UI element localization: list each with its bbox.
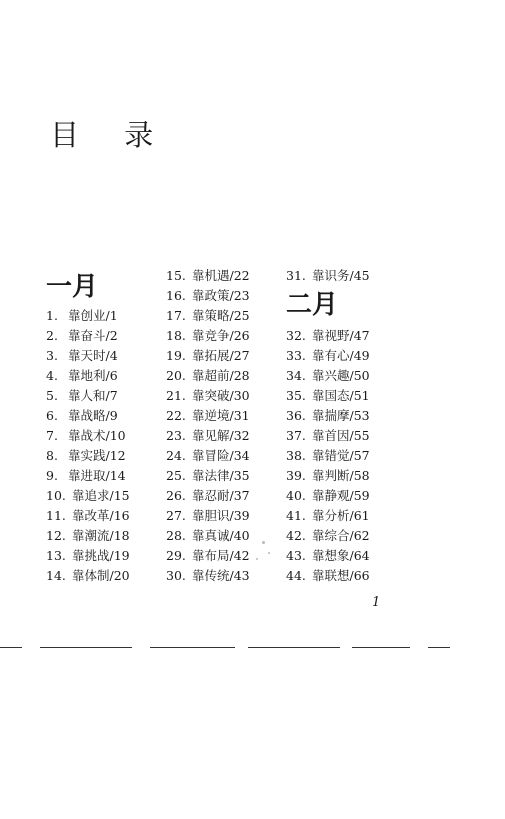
- entry-number: 20.: [166, 368, 186, 383]
- entry-title: 靠战略/9: [68, 408, 118, 423]
- toc-entry: [46, 546, 130, 566]
- entry-number: 43.: [286, 548, 306, 563]
- toc-entry: [166, 446, 250, 466]
- entry-number: 26.: [166, 488, 186, 503]
- entry-title: 靠首因/55: [312, 428, 370, 443]
- entry-title: 靠揣摩/53: [312, 408, 370, 423]
- scan-rule-line: [352, 647, 410, 648]
- toc-entry: [166, 406, 250, 426]
- toc-entry: [286, 366, 370, 386]
- entry-title: 靠突破/30: [192, 388, 250, 403]
- entry-title: 靠法律/35: [192, 468, 250, 483]
- month-heading-january: 一月: [46, 272, 99, 302]
- entry-title: 靠传统/43: [192, 568, 250, 583]
- toc-entry: [46, 366, 118, 386]
- entry-number: 2.: [46, 328, 58, 343]
- entry-title: 靠真诚/40: [192, 528, 250, 543]
- entry-number: 16.: [166, 288, 186, 303]
- entry-number: 33.: [286, 348, 306, 363]
- toc-entry: [286, 506, 370, 526]
- toc-entry: [46, 386, 118, 406]
- entry-title: 靠改革/16: [72, 508, 130, 523]
- entry-number: 11.: [46, 508, 66, 523]
- toc-entry: [286, 386, 370, 406]
- entry-number: 18.: [166, 328, 186, 343]
- entry-title: 靠进取/14: [68, 468, 126, 483]
- toc-entry: [166, 466, 250, 486]
- toc-entry: [286, 546, 370, 566]
- entry-number: 28.: [166, 528, 186, 543]
- entry-title: 靠判断/58: [312, 468, 370, 483]
- toc-entry: [166, 346, 250, 366]
- toc-entry: [166, 366, 250, 386]
- entry-number: 4.: [46, 368, 58, 383]
- entry-title: 靠静观/59: [312, 488, 370, 503]
- entry-number: 36.: [286, 408, 306, 423]
- entry-title: 靠地利/6: [68, 368, 118, 383]
- entry-title: 靠联想/66: [312, 568, 370, 583]
- entry-number: 7.: [46, 428, 58, 443]
- entry-number: 32.: [286, 328, 306, 343]
- entry-title: 靠拓展/27: [192, 348, 250, 363]
- toc-entry: [46, 306, 118, 326]
- entry-number: 23.: [166, 428, 186, 443]
- entry-title: 靠潮流/18: [72, 528, 130, 543]
- entry-number: 27.: [166, 508, 186, 523]
- toc-entry: [46, 346, 118, 366]
- entry-title: 靠实践/12: [68, 448, 126, 463]
- toc-entry: [166, 426, 250, 446]
- scan-rule-line: [0, 647, 22, 648]
- entry-number: 22.: [166, 408, 186, 423]
- entry-number: 39.: [286, 468, 306, 483]
- toc-entry: [46, 326, 118, 346]
- entry-number: 3.: [46, 348, 58, 363]
- entry-title: 靠胆识/39: [192, 508, 250, 523]
- toc-entry: [46, 466, 126, 486]
- toc-entry: [46, 526, 130, 546]
- entry-number: 44.: [286, 568, 306, 583]
- entry-number: 21.: [166, 388, 186, 403]
- scan-speck: [268, 552, 270, 554]
- entry-number: 24.: [166, 448, 186, 463]
- toc-entry: [46, 426, 126, 446]
- toc-entry: [286, 466, 370, 486]
- entry-title: 靠追求/15: [72, 488, 130, 503]
- entry-title: 靠见解/32: [192, 428, 250, 443]
- toc-entry: [166, 526, 250, 546]
- scan-rule-line: [248, 647, 340, 648]
- toc-entry: [286, 326, 370, 346]
- toc-entry: [166, 286, 250, 306]
- toc-entry: [166, 306, 250, 326]
- entry-title: 靠逆境/31: [192, 408, 250, 423]
- toc-entry: [46, 406, 118, 426]
- toc-entry: [286, 526, 370, 546]
- toc-entry: [166, 546, 250, 566]
- entry-title: 靠综合/62: [312, 528, 370, 543]
- toc-entry: [46, 506, 130, 526]
- entry-number: 40.: [286, 488, 306, 503]
- entry-title: 靠竞争/26: [192, 328, 250, 343]
- entry-number: 30.: [166, 568, 186, 583]
- toc-entry: [286, 266, 370, 286]
- entry-number: 42.: [286, 528, 306, 543]
- scan-rule-line: [150, 647, 235, 648]
- entry-title: 靠天时/4: [68, 348, 118, 363]
- toc-entry: [166, 566, 250, 586]
- toc-entry: [286, 566, 370, 586]
- entry-title: 靠奋斗/2: [68, 328, 118, 343]
- toc-entry: [286, 446, 370, 466]
- entry-number: 10.: [46, 488, 66, 503]
- toc-entry: [46, 486, 130, 506]
- entry-title: 靠国态/51: [312, 388, 370, 403]
- entry-number: 8.: [46, 448, 58, 463]
- toc-title: 目 录: [50, 118, 172, 152]
- entry-title: 靠体制/20: [72, 568, 130, 583]
- scan-rule-line: [40, 647, 132, 648]
- entry-title: 靠兴趣/50: [312, 368, 370, 383]
- entry-number: 14.: [46, 568, 66, 583]
- entry-title: 靠超前/28: [192, 368, 250, 383]
- toc-entry: [286, 406, 370, 426]
- toc-entry: [286, 426, 370, 446]
- entry-title: 靠政策/23: [192, 288, 250, 303]
- entry-number: 13.: [46, 548, 66, 563]
- page-number: 1: [372, 595, 381, 610]
- entry-title: 靠策略/25: [192, 308, 250, 323]
- scan-speck: [256, 558, 258, 560]
- entry-title: 靠忍耐/37: [192, 488, 250, 503]
- toc-entry: [286, 346, 370, 366]
- entry-number: 41.: [286, 508, 306, 523]
- toc-entry: [286, 486, 370, 506]
- entry-number: 19.: [166, 348, 186, 363]
- entry-number: 6.: [46, 408, 58, 423]
- scan-speck: [262, 541, 265, 544]
- month-heading-february: 二月: [286, 290, 339, 320]
- entry-number: 1.: [46, 308, 58, 323]
- entry-number: 29.: [166, 548, 186, 563]
- entry-title: 靠有心/49: [312, 348, 370, 363]
- toc-entry: [166, 506, 250, 526]
- toc-entry: [166, 326, 250, 346]
- entry-title: 靠视野/47: [312, 328, 370, 343]
- scan-rule-line: [428, 647, 450, 648]
- entry-title: 靠想象/64: [312, 548, 370, 563]
- toc-entry: [166, 386, 250, 406]
- entry-number: 31.: [286, 268, 306, 283]
- entry-title: 靠冒险/34: [192, 448, 250, 463]
- entry-number: 5.: [46, 388, 58, 403]
- entry-title: 靠布局/42: [192, 548, 250, 563]
- entry-title: 靠创业/1: [68, 308, 118, 323]
- entry-title: 靠分析/61: [312, 508, 370, 523]
- entry-number: 17.: [166, 308, 186, 323]
- toc-entry: [166, 486, 250, 506]
- entry-number: 12.: [46, 528, 66, 543]
- entry-number: 35.: [286, 388, 306, 403]
- toc-entry: [46, 446, 126, 466]
- entry-title: 靠战术/10: [68, 428, 126, 443]
- entry-title: 靠机遇/22: [192, 268, 250, 283]
- entry-title: 靠识务/45: [312, 268, 370, 283]
- entry-number: 38.: [286, 448, 306, 463]
- entry-title: 靠人和/7: [68, 388, 118, 403]
- entry-number: 15.: [166, 268, 186, 283]
- entry-title: 靠错觉/57: [312, 448, 370, 463]
- entry-number: 37.: [286, 428, 306, 443]
- entry-number: 25.: [166, 468, 186, 483]
- entry-title: 靠挑战/19: [72, 548, 130, 563]
- entry-number: 9.: [46, 468, 58, 483]
- toc-entry: [166, 266, 250, 286]
- entry-number: 34.: [286, 368, 306, 383]
- toc-entry: [46, 566, 130, 586]
